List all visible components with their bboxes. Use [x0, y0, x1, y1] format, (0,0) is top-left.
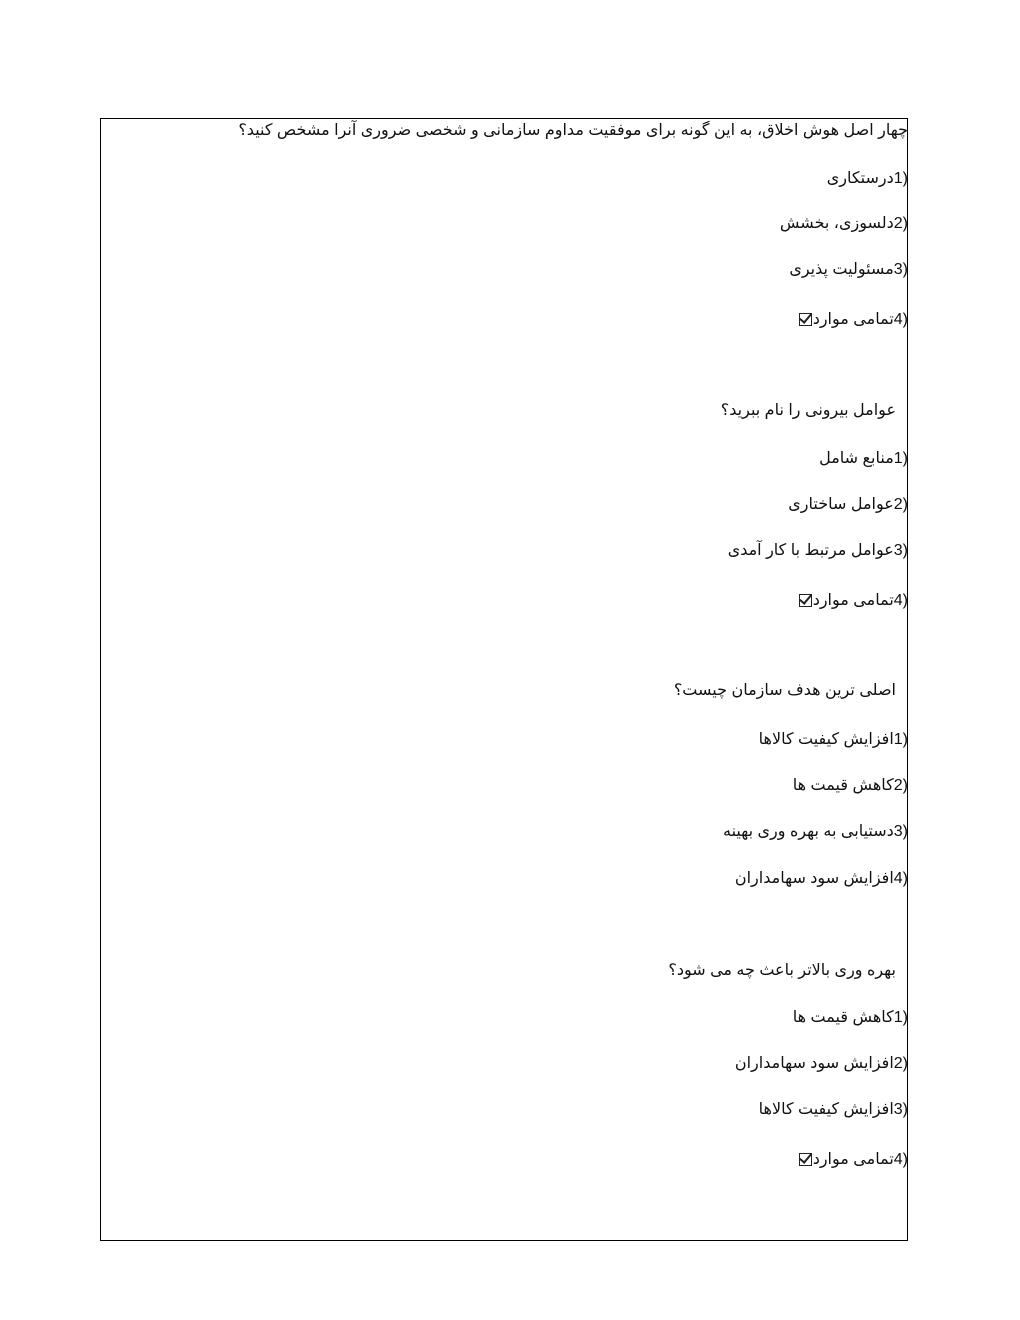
question-2-text: عوامل بیرونی را نام ببرید؟ [720, 402, 896, 419]
question-2-option-3[interactable] [728, 540, 908, 562]
question-1-option-3[interactable] [789, 259, 908, 281]
question-4-option-2[interactable] [735, 1053, 908, 1075]
question-2-option-2[interactable] [788, 494, 908, 516]
question-3-text: اصلی ترین هدف سازمان چیست؟ [673, 682, 896, 699]
question-4-option-4[interactable] [799, 1149, 908, 1171]
option-label: (2عوامل ساختاری [788, 496, 908, 513]
option-label: (3افزایش کیفیت کالاها [758, 1101, 908, 1118]
question-1-option-4[interactable] [799, 309, 908, 331]
option-label: (3عوامل مرتبط با کار آمدی [727, 542, 908, 559]
question-3-option-4[interactable] [735, 868, 908, 890]
question-1-option-2[interactable] [780, 213, 908, 235]
option-label: (2کاهش قیمت ها [792, 777, 908, 794]
question-2-option-1[interactable] [819, 448, 908, 470]
option-label: (4افزایش سود سهامداران [734, 870, 908, 887]
option-label: (1درستکاری [826, 170, 908, 187]
question-3-option-2[interactable] [793, 775, 908, 797]
question-4-option-3[interactable] [759, 1099, 908, 1121]
question-4-text: بهره وری بالاتر باعث چه می شود؟ [668, 962, 896, 979]
checkbox-checked-icon [799, 594, 812, 607]
option-label: (1افزایش کیفیت کالاها [758, 731, 908, 748]
option-label: (2دلسوزی، بخشش [779, 215, 908, 232]
question-1-option-1[interactable] [827, 168, 908, 190]
option-label: (4تمامی موارد [812, 592, 908, 609]
option-label: (1کاهش قیمت ها [792, 1009, 908, 1026]
question-2-option-4[interactable] [799, 590, 908, 612]
question-4-option-1[interactable] [793, 1007, 908, 1029]
checkbox-checked-icon [799, 1153, 812, 1166]
option-label: (3مسئولیت پذیری [789, 261, 908, 278]
option-label: (2افزایش سود سهامداران [734, 1055, 908, 1072]
option-label: (4تمامی موارد [812, 311, 908, 328]
option-label: (3دستیابی به بهره وری بهینه [723, 823, 908, 840]
question-1-text: چهار اصل هوش اخلاق، به این گونه برای موفقیت مداوم سازمانی و شخصی ضروری آنرا مشخص کنید؟ [238, 122, 908, 139]
checkbox-checked-icon [799, 313, 812, 326]
option-label: (4تمامی موارد [812, 1151, 908, 1168]
question-3-option-3[interactable] [723, 821, 908, 843]
question-3-option-1[interactable] [759, 729, 908, 751]
option-label: (1منابع شامل [819, 450, 908, 467]
